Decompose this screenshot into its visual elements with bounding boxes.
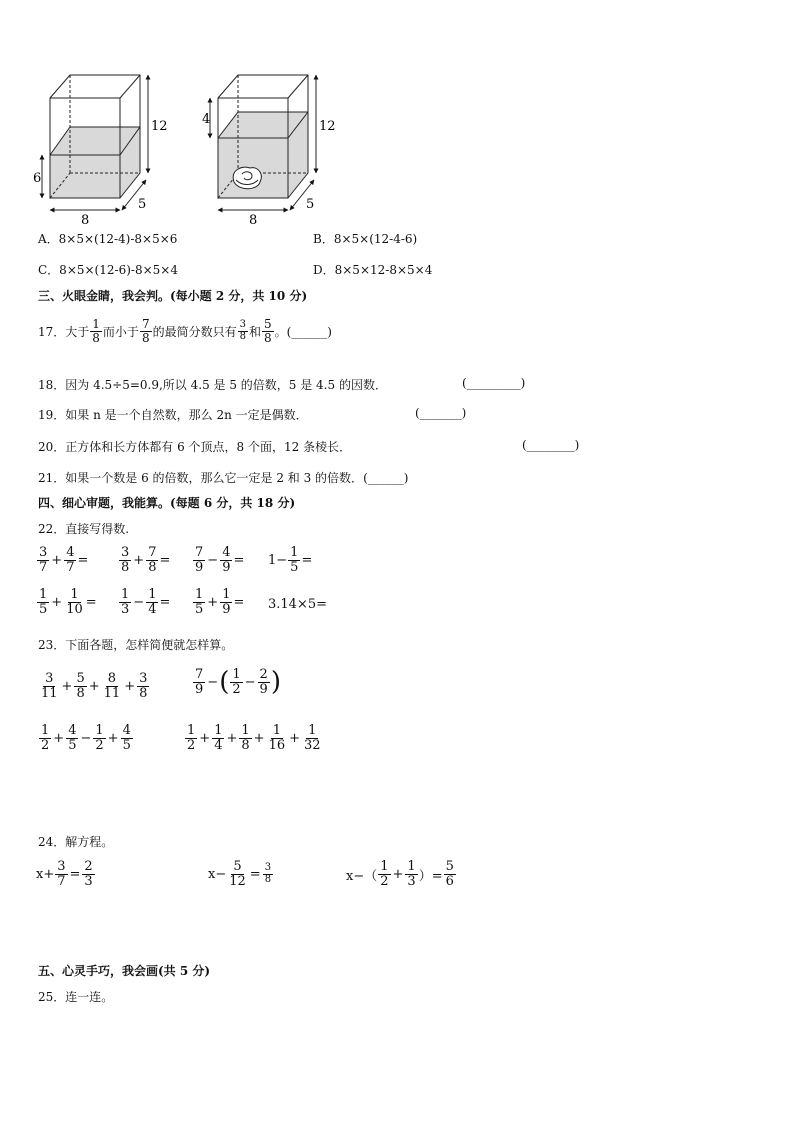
q19-answer-blank[interactable]: (_______) (415, 406, 467, 420)
right-height-label: 12 (319, 119, 336, 134)
q17-mid1: 而小于 (102, 324, 139, 339)
q22-expr3: $\frac{7}{9}$ − $\frac{4}{9}$ = (195, 545, 245, 575)
q16-option-c: C．8×5×(12-6)-8×5×4 (38, 263, 178, 277)
q17 (38, 318, 332, 344)
right-box-figure (210, 75, 316, 210)
q22-expr6: $\frac{1}{3}$ − $\frac{1}{4}$ = (121, 587, 171, 617)
q22-expr8: 3.14×5= (268, 597, 328, 612)
left-water (50, 127, 140, 198)
left-water-label: 6 (33, 171, 42, 186)
q22-expr1: $\frac{3}{7}$ + $\frac{4}{7}$ = (39, 545, 89, 575)
section5-title: 五、心灵手巧，我会画(共 5 分) (38, 964, 211, 978)
q24-eq1: x+ $\frac{3}{7}$ = $\frac{2}{3}$ (36, 859, 93, 889)
figures-svg (30, 70, 350, 230)
q22-title: 22．直接写得数. (38, 522, 130, 536)
q22-expr2: $\frac{3}{8}$ + $\frac{7}{8}$ = (121, 545, 171, 575)
q22-expr7: $\frac{1}{5}$ + $\frac{1}{9}$ = (195, 587, 245, 617)
q17-frac2: $\frac{7}{8}$ (141, 317, 150, 345)
q22-expr5: $\frac{1}{5}$ + $\frac{1}{10}$ = (39, 587, 97, 617)
q20-answer-blank[interactable]: (________) (522, 438, 580, 452)
q23-expr4: $\frac{1}{2}$ + $\frac{1}{4}$ + $\frac{1}{8}$ + $\frac{1}{16}$ + $\frac{1}{32}$ (187, 723, 321, 753)
q17-frac3: $\frac{3}{8}$ (239, 319, 246, 342)
q17-suffix: 。(______) (274, 324, 332, 339)
q17-mid2: 的最简分数只有 (152, 324, 237, 339)
q18-answer-blank[interactable]: (_________) (462, 376, 526, 390)
q20: 20．正方体和长方体都有 6 个顶点，8 个面，12 条棱长． (38, 440, 352, 454)
q19: 19．如果 n 是一个自然数，那么 2n 一定是偶数． (38, 408, 308, 422)
q17-frac1: $\frac{1}{8}$ (92, 317, 100, 345)
q23-title: 23．下面各题，怎样简便就怎样算。 (38, 638, 234, 652)
section4-title: 四、细心审题，我能算。(每题 6 分，共 18 分) (38, 496, 296, 510)
q24-eq2: x− $\frac{5}{12}$ = $\frac{3}{8}$ (208, 859, 272, 889)
q24-eq3: x−（ $\frac{1}{2}$ + $\frac{1}{3}$ ）= $\frac{5}{6}$ (346, 859, 454, 889)
q18: 18．因为 4.5÷5=0.9,所以 4.5 是 5 的倍数，5 是 4.5 的因数． (38, 378, 387, 392)
right-depth-label: 5 (306, 197, 315, 212)
q23-expr2: $\frac{7}{9}$ − ( $\frac{1}{2}$ − $\frac{2}{9}$ ) (195, 667, 281, 698)
left-height-label: 12 (151, 119, 168, 134)
q25-title: 25．连一连。 (38, 990, 114, 1004)
section3-title: 三、火眼金睛，我会判。(每小题 2 分，共 10 分) (38, 289, 308, 303)
q21: 21．如果一个数是 6 的倍数，那么它一定是 2 和 3 的倍数．(______) (38, 471, 409, 485)
q17-frac4: $\frac{5}{8}$ (263, 317, 272, 345)
q24-title: 24．解方程。 (38, 835, 114, 849)
q17-mid3: 和 (248, 324, 261, 339)
q23-expr3: $\frac{1}{2}$ + $\frac{4}{5}$ − $\frac{1}{2}$ + $\frac{4}{5}$ (41, 723, 131, 753)
q23-expr1: $\frac{3}{11}$ + $\frac{5}{8}$ + $\frac{8}{11}$ + $\frac{3}{8}$ (41, 671, 148, 701)
right-water (218, 112, 308, 198)
left-depth-label: 5 (138, 197, 147, 212)
right-width-label: 8 (249, 213, 258, 228)
q17-prefix: 17．大于 (38, 324, 90, 339)
right-top-label: 4 (202, 112, 211, 127)
q16-option-b: B．8×5×(12-4-6) (313, 232, 418, 246)
stone-icon (233, 167, 261, 189)
left-width-label: 8 (81, 213, 90, 228)
q22-expr4: 1− $\frac{1}{5}$ = (268, 545, 313, 575)
q16-option-d: D．8×5×12-8×5×4 (313, 263, 433, 277)
left-box-figure (42, 75, 148, 210)
q16-option-a: A．8×5×(12-4)-8×5×6 (38, 232, 178, 246)
